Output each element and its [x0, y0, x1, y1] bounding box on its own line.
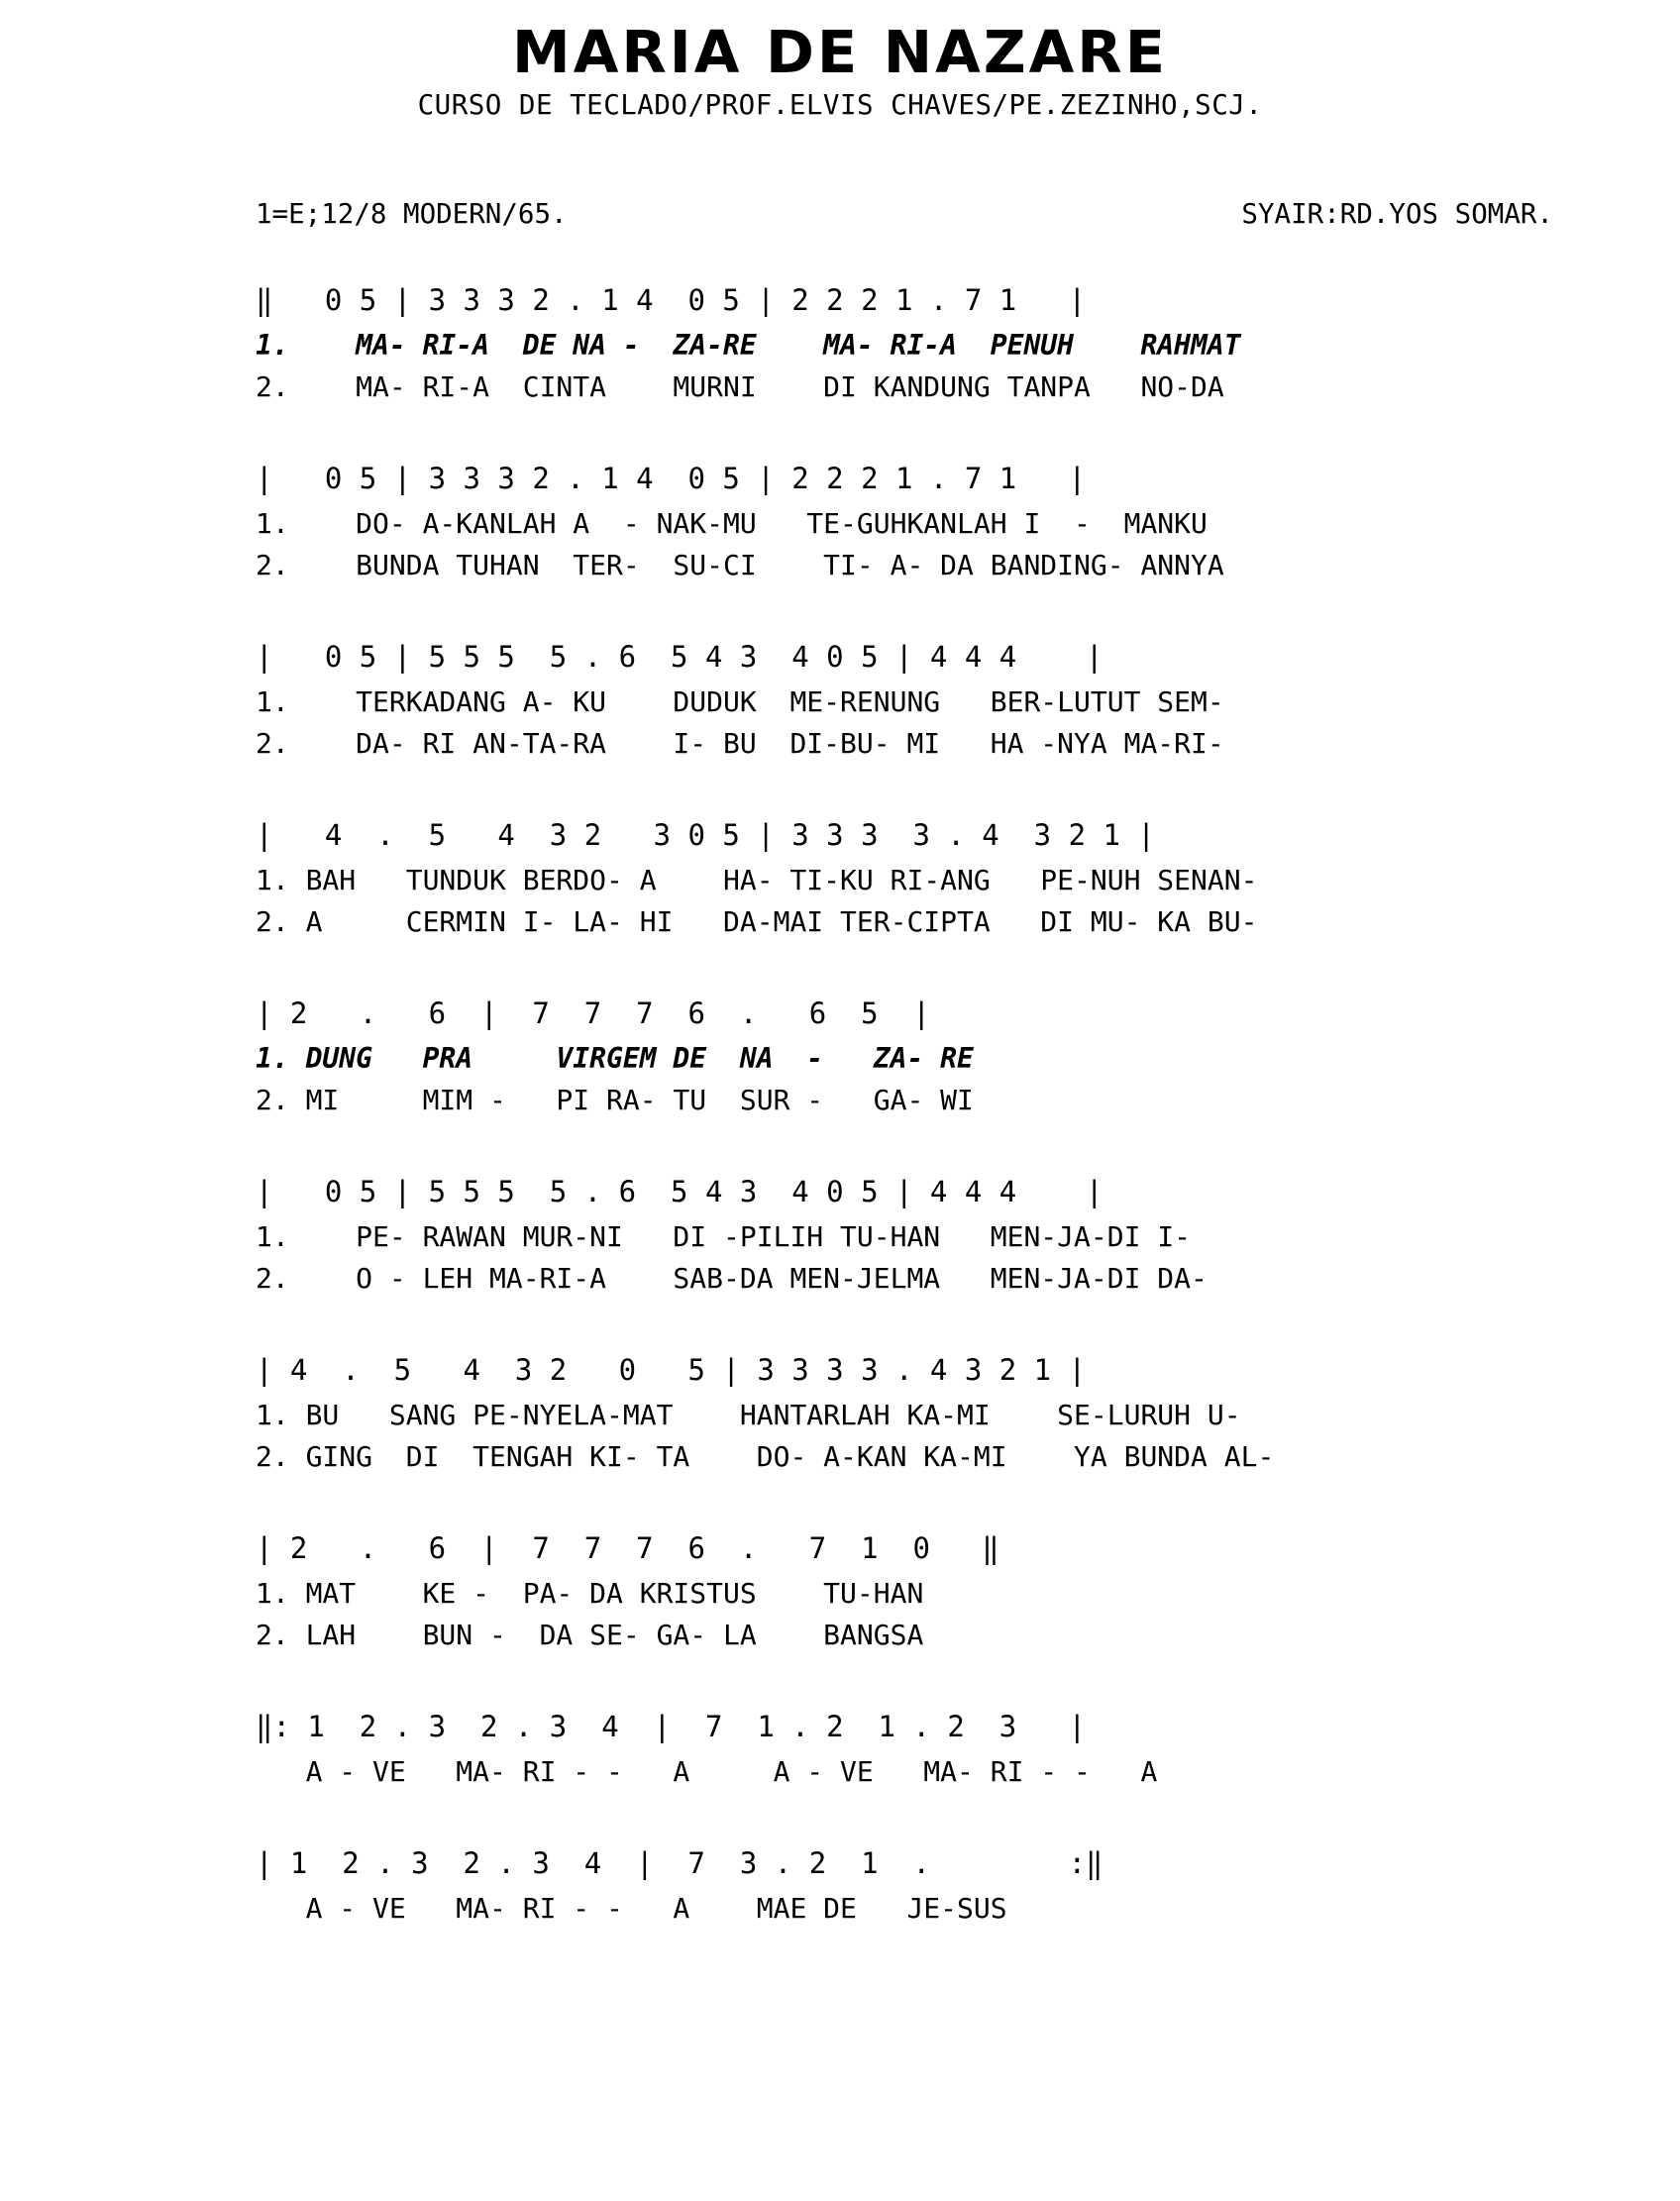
- lyric-verse-2: 2. MI MIM - PI RA- TU SUR - GA- WI: [256, 1083, 974, 1116]
- system-4: [256, 816, 1680, 943]
- system-1: [256, 281, 1680, 408]
- lyric-verse-1: 1. TERKADANG A- KU DUDUK ME-RENUNG BER-LUTUT SEM-: [256, 684, 1224, 718]
- system-6: [256, 1173, 1680, 1300]
- lyric-verse-1: 1. MAT KE - PA- DA KRISTUS TU-HAN: [256, 1576, 924, 1610]
- system-7: [256, 1351, 1680, 1478]
- system-3: [256, 638, 1680, 765]
- key-tempo-marking: 1=E;12/8 MODERN/65.: [256, 197, 568, 230]
- notation-line: | 2 . 6 | 7 7 7 6 . 7 1 0 ‖: [256, 1530, 999, 1565]
- system-2: [256, 460, 1680, 586]
- system-8: [256, 1529, 1680, 1656]
- system-5: [256, 995, 1680, 1121]
- lyricist-credit: SYAIR:RD.YOS SOMAR.: [1241, 197, 1553, 230]
- score-body: [0, 281, 1680, 1930]
- lyric-verse-1: 1. DUNG PRA VIRGEM DE NA - ZA- RE: [256, 1041, 974, 1075]
- lyric-verse-2: 2. LAH BUN - DA SE- GA- LA BANGSA: [256, 1618, 924, 1651]
- lyric-verse-1: 1. BAH TUNDUK BERDO- A HA- TI-KU RI-ANG PE-NUH SENAN-: [256, 863, 1258, 896]
- sheet-music-page: [0, 18, 1680, 2201]
- notation-line: | 4 . 5 4 3 2 3 0 5 | 3 3 3 3 . 4 3 2 1 |: [256, 817, 1155, 852]
- lyric-verse-2: 2. A CERMIN I- LA- HI DA-MAI TER-CIPTA DI MU- KA BU-: [256, 904, 1258, 938]
- lyric-verse-1: 1. BU SANG PE-NYELA-MAT HANTARLAH KA-MI SE-LURUH U-: [256, 1398, 1241, 1431]
- lyric-verse-2: 2. BUNDA TUHAN TER- SU-CI TI- A- DA BANDING- ANNYA: [256, 548, 1224, 581]
- notation-line: ‖ 0 5 | 3 3 3 2 . 1 4 0 5 | 2 2 2 1 . 7 1 |: [256, 282, 1087, 317]
- lyric-verse-1: 1. MA- RI-A DE NA - ZA-RE MA- RI-A PENUH RAHMAT: [256, 328, 1241, 362]
- lyric-verse-2: 2. MA- RI-A CINTA MURNI DI KANDUNG TANPA NO-DA: [256, 369, 1224, 403]
- notation-line: ‖: 1 2 . 3 2 . 3 4 | 7 1 . 2 1 . 2 3 |: [256, 1709, 1087, 1743]
- lyric-verse-2: 2. GING DI TENGAH KI- TA DO- A-KAN KA-MI YA BUNDA AL-: [256, 1439, 1275, 1473]
- system-9-refrain: [256, 1708, 1680, 1793]
- notation-line: | 0 5 | 5 5 5 5 . 6 5 4 3 4 0 5 | 4 4 4 |: [256, 1174, 1103, 1208]
- notation-line: | 1 2 . 3 2 . 3 4 | 7 3 . 2 1 . :‖: [256, 1845, 1103, 1880]
- page-title: MARIA DE NAZARE: [512, 18, 1168, 86]
- notation-line: | 2 . 6 | 7 7 7 6 . 6 5 |: [256, 996, 930, 1030]
- score-metadata: [0, 198, 1680, 230]
- lyric-verse-1: 1. DO- A-KANLAH A - NAK-MU TE-GUHKANLAH I - MANKU: [256, 506, 1208, 540]
- lyric-verse-2: 2. O - LEH MA-RI-A SAB-DA MEN-JELMA MEN-JA-DI DA-: [256, 1261, 1208, 1295]
- page-subtitle: CURSO DE TECLADO/PROF.ELVIS CHAVES/PE.ZEZINHO,SCJ.: [417, 88, 1263, 121]
- system-10-refrain: [256, 1844, 1680, 1930]
- lyric-verse-1: 1. PE- RAWAN MUR-NI DI -PILIH TU-HAN MEN-JA-DI I-: [256, 1219, 1192, 1253]
- lyric-verse-1: A - VE MA- RI - - A MAE DE JE-SUS: [256, 1891, 1007, 1925]
- notation-line: | 0 5 | 3 3 3 2 . 1 4 0 5 | 2 2 2 1 . 7 1 |: [256, 461, 1087, 495]
- notation-line: | 0 5 | 5 5 5 5 . 6 5 4 3 4 0 5 | 4 4 4 |: [256, 639, 1103, 674]
- notation-line: | 4 . 5 4 3 2 0 5 | 3 3 3 3 . 4 3 2 1 |: [256, 1352, 1087, 1387]
- lyric-verse-2: 2. DA- RI AN-TA-RA I- BU DI-BU- MI HA -NYA MA-RI-: [256, 726, 1224, 760]
- lyric-verse-1: A - VE MA- RI - - A A - VE MA- RI - - A: [256, 1754, 1158, 1788]
